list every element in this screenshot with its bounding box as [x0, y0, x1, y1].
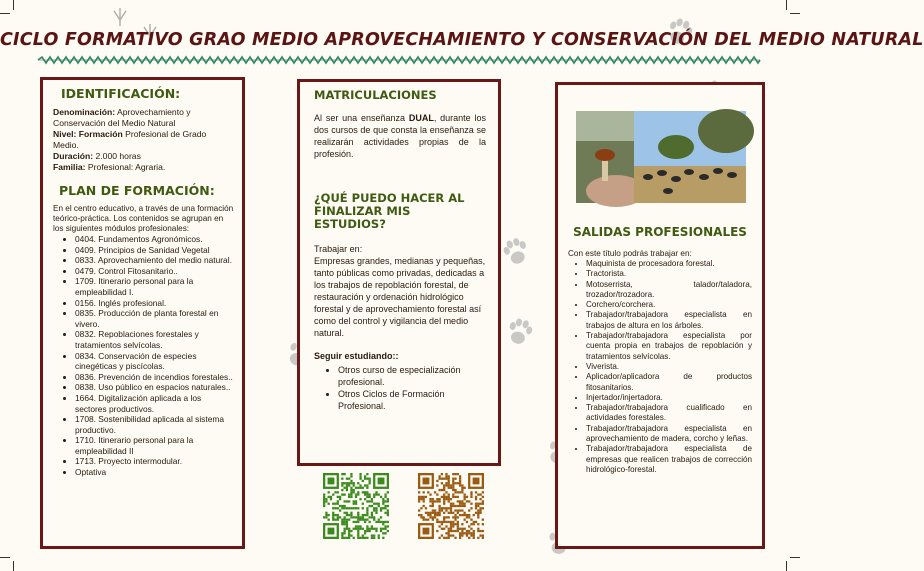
seguir-label: Seguir estudiando:: [314, 351, 399, 361]
identificacion-block [53, 107, 234, 173]
que-puedo-text: Empresas grandes, medianas y pequeñas, tanto públicas como privadas, dedicadas a los trabajos de repoblación forestal, de restauración y ordenación hidrológico forestal y de aprovechamiento forestal así como del control y vigilancia del medio natural. [314, 256, 486, 338]
salidas-item: • Motoserrista, talador/taladora, trozador/trozadora. [586, 280, 752, 301]
plan-module-item: • 0409. Principios de Sanidad Vegetal [75, 245, 234, 256]
salidas-item: • Trabajador/trabajadora especialista en aprovechamiento de madera, corcho y leñas. [586, 424, 752, 445]
plan-module-item: • 0838. Uso público en espacios naturales.. [75, 382, 234, 393]
salidas-item: • Trabajador/trabajadora especialista de empresas que realicen trabajos de corrección hidrológico-forestal. [586, 444, 752, 475]
plan-module-item: • 1709. Itinerario personal para la empleabilidad I. [75, 276, 234, 297]
qr-code-green[interactable] [323, 473, 389, 539]
denominacion-value: Aprovechamiento y Conservación del Medio Natural [53, 107, 191, 128]
salidas-item: • Trabajador/trabajadora especialista por cuenta propia en trabajos de repoblación y tratamientos selvícolas. [586, 331, 752, 362]
plan-module-item: • 0479. Control Fitosanitario.. [75, 266, 234, 277]
denominacion-label: Denominación: [53, 107, 116, 117]
page-title: CICLO FORMATIVO GRAO MEDIO APROVECHAMIENTO Y CONSERVACIÓN DEL MEDIO NATURAL [0, 30, 924, 50]
duracion-value: 2.000 horas [93, 151, 141, 161]
identificacion-heading: IDENTIFICACIÓN: [61, 86, 181, 101]
seguir-item: • Otros curso de especialización profesional. [338, 364, 486, 388]
plan-module-item: • 0834. Conservación de especies cinegéticas y piscícolas. [75, 351, 234, 372]
plan-module-item: • 0835. Producción de planta forestal en vivero. [75, 308, 234, 329]
trabajar-label: Trabajar en: [314, 244, 363, 254]
seguir-list [314, 364, 486, 412]
nivel-label-2: Formación [76, 129, 123, 139]
matriculaciones-dual: DUAL [408, 113, 434, 123]
left-panel [40, 77, 245, 549]
plan-module-item: • 1713. Proyecto intermodular. [75, 456, 234, 467]
qr-code-orange[interactable] [418, 473, 484, 539]
salidas-item: • Tractorista. [586, 269, 752, 279]
plan-module-item: • 1708. Sostenibilidad aplicada al sistema productivo. [75, 414, 234, 435]
plan-modules-list [53, 234, 234, 478]
salidas-intro: Con este título podrás trabajar en: [568, 249, 692, 258]
salidas-item: • Maquinista de procesadora forestal. [586, 259, 752, 269]
matriculaciones-text-after: , durante los dos cursos de que consta la enseñanza se realizarán actividades propias de la profesión. [314, 113, 487, 159]
salidas-item: • Trabajador/trabajadora cualificado en actividades forestales. [586, 403, 752, 424]
plan-module-item: • 0404. Fundamentos Agronómicos. [75, 234, 234, 245]
nivel-label: Nivel: [53, 129, 77, 139]
right-panel [555, 82, 765, 549]
matriculaciones-text-before: Al ser una enseñanza [314, 113, 409, 123]
plan-module-item: • 0833. Aprovechamiento del medio natural. [75, 255, 234, 266]
salidas-list [568, 259, 752, 475]
duracion-label: Duración: [53, 151, 94, 161]
seguir-item: • Otros Ciclos de Formación Profesional. [338, 388, 486, 412]
forest-photo-collage [576, 111, 746, 203]
plan-module-item: • 0156. Inglés profesional. [75, 298, 234, 309]
plan-module-item: • Optativa [75, 467, 234, 478]
plan-heading: PLAN DE FORMACIÓN: [59, 183, 215, 198]
plan-intro: En el centro educativo, a través de una formación teórico-práctica. Los contenidos se agrupan en los siguientes módulos profesionales: [53, 204, 234, 233]
middle-panel [297, 79, 501, 466]
salidas-item: • Injertador/injertadora. [586, 393, 752, 403]
matriculaciones-heading: MATRICULACIONES [314, 88, 437, 102]
matriculaciones-text [314, 112, 486, 160]
salidas-item: • Aplicador/aplicadora de productos fitosanitarios. [586, 372, 752, 393]
salidas-item: • Corchero/corchera. [586, 300, 752, 310]
familia-label: Familia: [53, 162, 86, 172]
plan-module-item: • 1710. Itinerario personal para la empleabilidad II [75, 435, 234, 456]
plan-module-item: • 0836. Prevención de incendios forestales.. [75, 372, 234, 383]
familia-value: Profesional: Agraria. [85, 162, 166, 172]
plan-module-item: • 0832. Repoblaciones forestales y tratamientos selvícolas. [75, 329, 234, 350]
plan-module-item: • 1664. Digitalización aplicada a los sectores productivos. [75, 393, 234, 414]
zigzag-divider [38, 56, 760, 64]
nivel-value: Profesional de Grado Medio. [53, 129, 207, 150]
salidas-item: • Viverista. [586, 362, 752, 372]
que-puedo-heading: ¿QUÉ PUEDO HACER AL FINALIZAR MIS ESTUDIOS? [314, 191, 465, 231]
salidas-item: • Trabajador/trabajadora especialista en trabajos de altura en los árboles. [586, 310, 752, 331]
salidas-heading: SALIDAS PROFESIONALES [573, 225, 747, 239]
